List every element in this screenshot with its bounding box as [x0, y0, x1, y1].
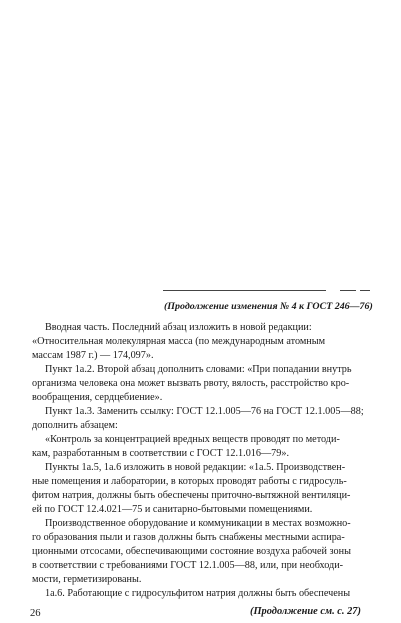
text-line: дополнить абзацем:	[32, 420, 118, 431]
text-line: вообращения, сердцебиение».	[32, 392, 163, 403]
text-line: ей по ГОСТ 12.4.021—75 и санитарно-бытовыми помещениями.	[32, 504, 313, 515]
text-line: Пункт 1а.2. Второй абзац дополнить словами: «При попадании внутрь	[45, 364, 352, 375]
text-line: массам 1987 г.) — 174,097».	[32, 350, 154, 361]
text-line: ные помещения и лаборатории, в которых проводят работы с гидросуль-	[32, 476, 347, 487]
text-line: организма человека она может вызвать рвоту, вялость, расстройство кро-	[32, 378, 350, 389]
text-line: го образования пыли и газов должны быть снабжены местными аспира-	[32, 532, 345, 543]
text-line: Пункт 1а.3. Заменить ссылку: ГОСТ 12.1.005—76 на ГОСТ 12.1.005—88;	[45, 406, 364, 417]
text-line: кам, разработанным в соответствии с ГОСТ 12.1.016—79».	[32, 448, 289, 459]
top-rule-short	[340, 290, 356, 291]
text-line: ционными отсосами, обеспечивающими состояние воздуха рабочей зоны	[32, 546, 351, 557]
text-line: Пункты 1а.5, 1а.6 изложить в новой редакции: «1а.5. Производствен-	[45, 462, 346, 473]
text-line: «Контроль за концентрацией вредных веществ проводят по методи-	[45, 434, 340, 445]
text-line: фитом натрия, должны быть обеспечены приточно-вытяжной вентиляци-	[32, 490, 351, 501]
text-line: мости, герметизированы.	[32, 574, 142, 585]
top-rule	[163, 290, 326, 291]
page-number: 26	[30, 608, 41, 619]
text-line: 1а.6. Работающие с гидросульфитом натрия должны быть обеспечены	[45, 588, 351, 599]
text-line: Вводная часть. Последний абзац изложить в новой редакции:	[45, 322, 312, 333]
continuation-title: (Продолжение изменения № 4 к ГОСТ 246—76)	[164, 301, 373, 312]
text-line: в соответствии с требованиями ГОСТ 12.1.005—88, или, при необходи-	[32, 560, 344, 571]
top-rule-short	[360, 290, 370, 291]
continued-note: (Продолжение см. с. 27)	[250, 606, 361, 617]
text-line: «Относительная молекулярная масса (по международным атомным	[32, 336, 326, 347]
text-line: Производственное оборудование и коммуникации в местах возможно-	[45, 518, 351, 529]
